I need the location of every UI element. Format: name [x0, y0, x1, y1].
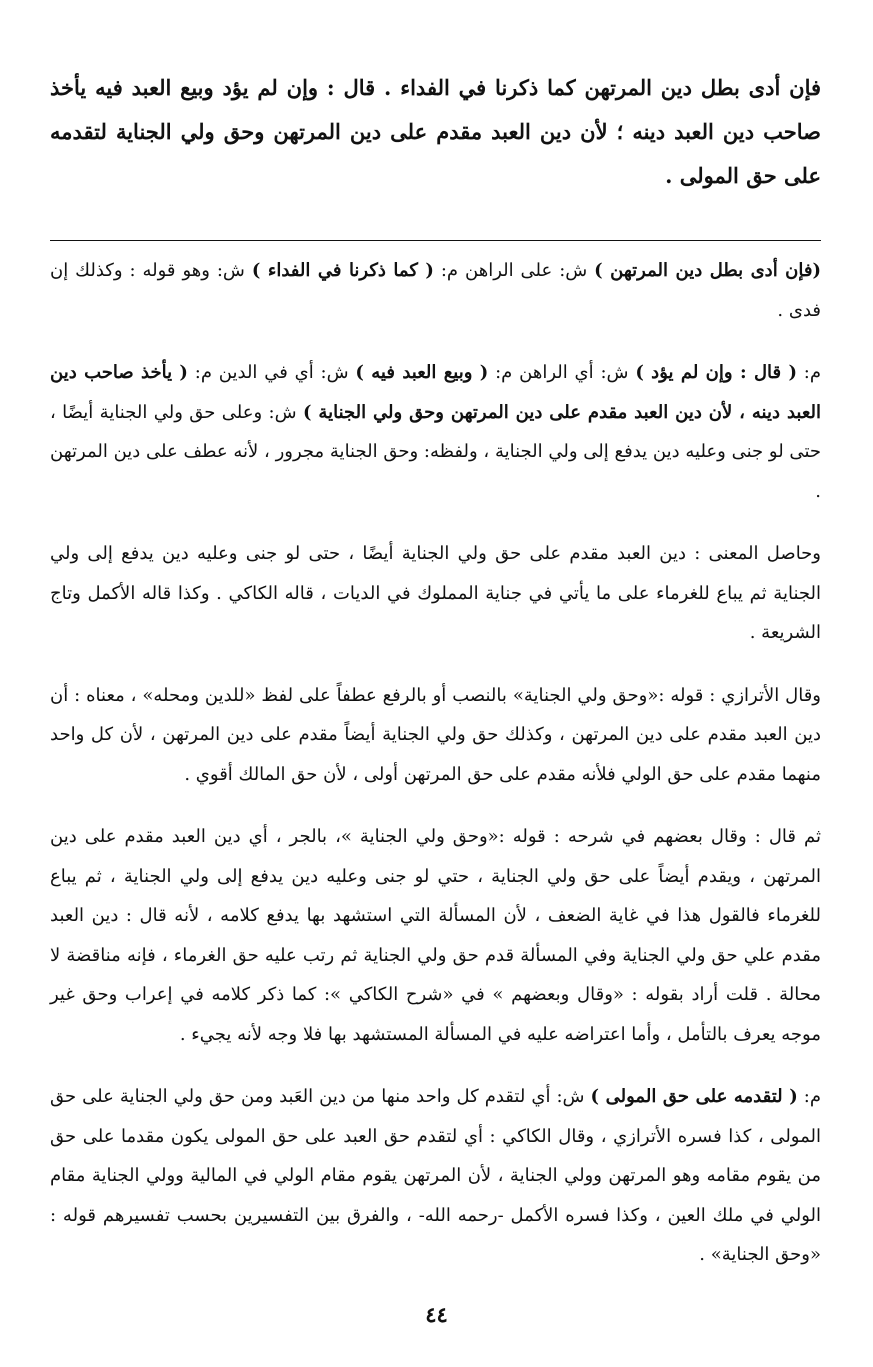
- quoted-phrase: (فإن أدى بطل دين المرتهن ): [594, 260, 822, 281]
- commentary-text: ش: على الراهن م:: [433, 260, 595, 281]
- commentary-paragraph-5: ثم قال : وقال بعضهم في شرحه : قوله :«وحق ولي الجناية »، بالجر ، أي دين العبد مقدم على دين المرتهن ، ويقدم أيضاً على حق ولي الجناية ، حتي لو جنى وعليه دين يدفع إلى ولي الجناية ، ثم يباع للغرماء فالقول هذا في غاية الضعف ، لأن المسألة التي استشهد بها يدفع كلامه ، لأنه قال : دين العبد مقدم علي حق ولي الجناية وفي المسألة قدم حق ولي الجناية ثم رتب عليه حق الغرماء ، فإنه مناقضة لا محالة . قلت أراد بقوله : «وقال وبعضهم » في «شرح الكاكي »: كما ذكر كلامه في إعراب وحق غير موجه يعرف بالتأمل ، وأما اعتراضه عليه في المسألة المستشهد بها فلا وجه لأنه يجيء .: [50, 826, 821, 1045]
- commentary-paragraph-2: [50, 353, 821, 511]
- quoted-phrase: ( كما ذكرنا في الفداء ): [251, 260, 434, 281]
- commentary-text: ش: وعلى حق ولي الجناية أيضًا ، حتى لو جنى وعليه دين يدفع إلى ولي الجناية ، ولفظه: وحق الجناية مجرور ، لأنه عطف على دين المرتهن .: [50, 401, 821, 502]
- section-divider: [50, 240, 821, 241]
- document-page: [50, 66, 821, 1298]
- commentary-text: ش: أي الراهن م:: [488, 362, 636, 383]
- quoted-phrase: ( لتقدمه على حق المولى ): [590, 1086, 798, 1107]
- quoted-phrase: ( يأخذ صاحب دين العبد دينه ، لأن دين العبد مقدم على دين المرتهن وحق ولي الجناية ): [50, 362, 821, 423]
- commentary-text: ش: أي لتقدم كل واحد منها من دين العَبد ومن حق ولي الجناية على حق المولى ، كذا فسره الأترازي ، وقال الكاكي : أي لتقدم حق العبد على حق المولى يكون مقدما على حق من يقوم مقامه وهو المرتهن وولي الجناية ، لأن المرتهن يقوم مقام الولي في المالية وولي الجناية مقام الولي في ملك العين ، وكذا فسره الأكمل -رحمه الله- ، والفرق بين التفسيرين بحسب تفسيرهم قوله : «وحق الجناية» .: [50, 1086, 821, 1265]
- commentary-text: ش: أي في الدين م:: [187, 362, 356, 383]
- page-number: ٤٤: [425, 1302, 448, 1327]
- quoted-phrase: ( وبيع العبد فيه ): [355, 362, 489, 383]
- commentary-text: م:: [797, 1086, 821, 1107]
- commentary-text: ش: وهو قوله : وكذلك إن فدى .: [50, 260, 821, 321]
- commentary-text: م:: [796, 362, 822, 383]
- commentary-section: [50, 251, 821, 1275]
- commentary-paragraph-4: وقال الأترازي : قوله :«وحق ولي الجناية» بالنصب أو بالرفع عطفاً على لفظ «للدين ومحله» ، معناه : أن دين العبد مقدم على دين المرتهن ، وكذلك حق ولي الجناية أيضاً مقدم على دين المرتهن ، لأن كل واحد منهما مقدم على حق الولي فلأنه مقدم على حق المرتهن أولى ، لأن حق المالك أقوي .: [50, 684, 821, 785]
- main-text-paragraph: فإن أدى بطل دين المرتهن كما ذكرنا في الفداء . قال : وإن لم يؤد وبيع العبد فيه يأخذ صاحب دين العبد دينه ؛ لأن دين العبد مقدم على دين المرتهن وحق ولي الجناية لتقدمه على حق المولى .: [50, 75, 821, 188]
- commentary-paragraph-1: [50, 251, 821, 330]
- commentary-paragraph-3: وحاصل المعنى : دين العبد مقدم على حق ولي الجناية أيضًا ، حتى لو جنى وعليه دين يدفع إلى ولي الجناية ثم يباع للغرماء على ما يأتي في جناية المملوك في الديات ، قاله الكاكي . وكذا قاله الأكمل وتاج الشريعة .: [50, 543, 821, 643]
- quoted-phrase: ( قال : وإن لم يؤد ): [635, 362, 797, 383]
- commentary-paragraph-6: [50, 1077, 821, 1275]
